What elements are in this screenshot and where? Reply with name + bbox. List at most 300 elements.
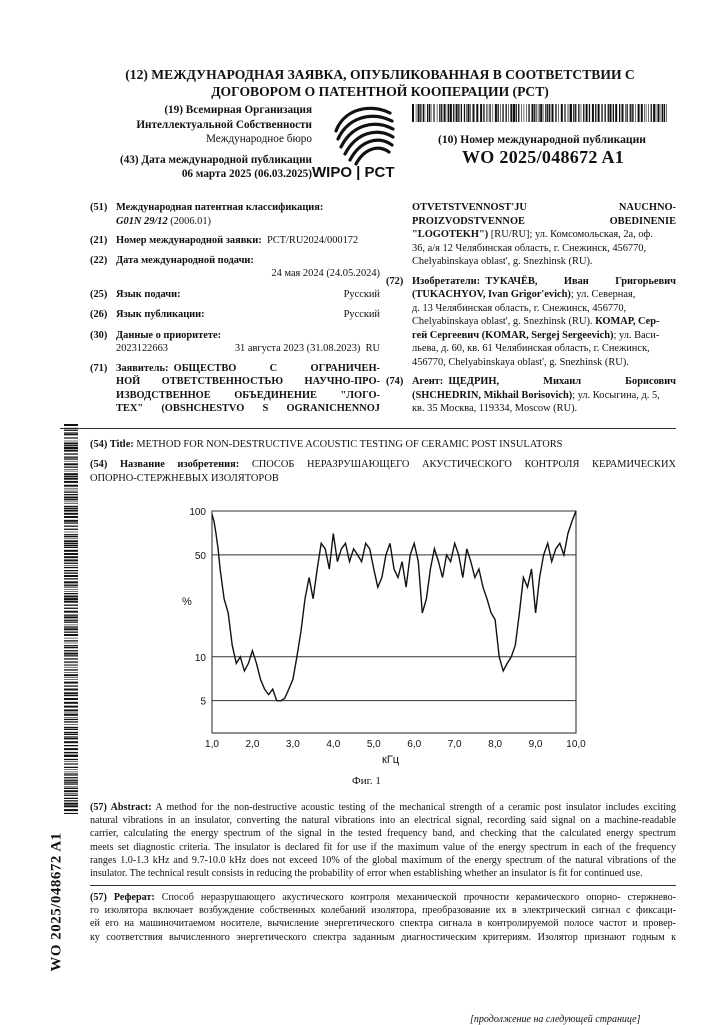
barcode-bar [64, 428, 78, 429]
barcode-bar [64, 645, 78, 646]
barcode-bar [466, 104, 467, 122]
barcode-bar [508, 104, 509, 122]
title-russian-line-1: (54) Название изобретения: СПОСОБ НЕРАЗРУШАЮЩЕГО АКУСТИЧЕСКОГО КОНТРОЛЯ КЕРАМИЧЕСКИХ [90, 459, 676, 470]
field-21-number: (21) [90, 235, 108, 246]
applicant-address-line-1: [RU/RU]; ул. Комсомольская, 2а, оф. [488, 229, 653, 240]
org-line-2: Интеллектуальной Собственности [136, 118, 312, 131]
barcode-bar [64, 737, 78, 739]
barcode-bar [441, 104, 442, 122]
barcode-bar [64, 532, 78, 533]
applicant-line-3: ИЗВОДСТВЕННОЕ ОБЪЕДИНЕНИЕ "ЛОГО- [116, 389, 380, 401]
barcode-bar [64, 453, 78, 454]
barcode-bar [64, 488, 78, 489]
barcode-bar [561, 104, 563, 122]
barcode-bar [581, 104, 582, 122]
barcode-bar [64, 759, 78, 760]
barcode-bar [651, 104, 652, 122]
field-74-label: Агент: [412, 376, 444, 387]
barcode-bar [64, 754, 78, 755]
barcode-bar [488, 104, 489, 122]
applicant-line-2: НОЙ ОТВЕТСТВЕННОСТЬЮ НАУЧНО-ПРО- [116, 376, 380, 387]
gridlines [212, 511, 576, 701]
barcode-bar [521, 104, 522, 122]
barcode-bar [595, 104, 596, 122]
barcode-bar [500, 104, 501, 122]
field-30-number: (30) [90, 329, 108, 341]
barcode-bar [644, 104, 645, 122]
barcode-bar [64, 777, 78, 778]
field-25-number: (25) [90, 288, 108, 300]
barcode-bar [516, 104, 517, 122]
publication-date-label: (43) Дата международной публикации [119, 153, 312, 166]
barcode-bar [569, 104, 570, 122]
barcode-bar [498, 104, 499, 122]
inventor-1-latin: (TUKACHYOV, Ivan Grigor'evich) [412, 289, 571, 300]
barcode-bar [64, 665, 78, 666]
field-51-label: Международная патентная классификация: [116, 202, 324, 213]
abstract-divider [90, 885, 676, 886]
barcode-bar [64, 664, 78, 665]
barcode-bar [64, 485, 78, 487]
barcode-bar [450, 104, 452, 122]
barcode-bar [64, 702, 78, 704]
publication-date-value: 06 марта 2025 (06.03.2025) [181, 168, 312, 180]
barcode-bar [64, 458, 78, 459]
barcode-bar [64, 476, 78, 477]
organization-block [60, 103, 312, 182]
bibliographic-right-column [386, 201, 676, 416]
figure-caption: Фиг. 1 [352, 775, 381, 787]
barcode-bar [558, 104, 559, 122]
barcode-bar [549, 104, 550, 122]
barcode-bar [64, 769, 78, 770]
barcode-bar [416, 104, 417, 122]
filing-date: 24 мая 2024 (24.05.2024) [271, 268, 380, 279]
barcode-bar [64, 752, 78, 753]
barcode-bar [64, 772, 78, 773]
barcode-bar [622, 104, 624, 122]
applicant-line-1: ОБЩЕСТВО С ОГРАНИЧЕН- [173, 362, 380, 374]
barcode-bar [461, 104, 462, 122]
barcode-bar [536, 104, 537, 122]
barcode-bar [555, 104, 556, 122]
barcode-bar [526, 104, 527, 122]
barcode-bar [64, 570, 78, 571]
barcode-bar [64, 667, 78, 668]
barcode-bar [64, 803, 78, 805]
wipo-globe-logo [308, 97, 418, 181]
barcode-bar [64, 647, 78, 648]
filing-language: Русский [343, 288, 380, 300]
barcode-bar [635, 104, 636, 122]
barcode-bar [64, 596, 78, 598]
publication-number: WO 2025/048672 A1 [462, 147, 625, 167]
barcode-bar [641, 104, 643, 122]
energy-spectrum-chart [180, 505, 590, 767]
barcode-bar [64, 481, 78, 483]
applicant-address-line-3: Chelyabinskaya oblast', g. Snezhinsk (RU). [412, 256, 593, 267]
applicant-short-name: "LOGOTEKH") [412, 229, 489, 240]
barcode-bar [64, 658, 78, 659]
barcode-bar [64, 800, 78, 801]
inventor-2-address-1: ; ул. Васи- [613, 329, 660, 341]
inventor-2-address-3: 456770, Chelyabinskaya oblast', g. Snezhinsk (RU). [412, 356, 629, 368]
barcode-bar [495, 104, 497, 122]
barcode-bar [64, 450, 78, 452]
x-axis-label: кГц [382, 754, 400, 766]
barcode-bar [633, 104, 634, 122]
field-72-label: Изобретатели: [412, 275, 481, 287]
barcode-bar [64, 745, 78, 746]
barcode-bar [64, 643, 78, 644]
barcode-bar [502, 104, 503, 122]
barcode-bar [64, 503, 78, 504]
org-line-1: (19) Всемирная Организация [164, 104, 312, 116]
barcode-bar [64, 775, 78, 776]
barcode-bar [586, 104, 588, 122]
barcode-bar [592, 104, 594, 122]
barcode-bar [64, 506, 78, 507]
barcode-bar [64, 788, 78, 789]
barcode-bar [656, 104, 657, 122]
abstract-russian: (57) Реферат: Способ неразрушающего акустического контроля механической прочности керамического опорно- стержнево- го изолятора включает возбуждение собственных колебаний изолятора, преобразование их в электрический сигнал с фиксаци- ей его на машиночитаемом носителе, вычисление энергетического спектра сигнала в контролируемой полосе частот и провер- ку соответствия вычисленного энергетического спектра заданным диагностическим критериям. Изолятор признают годным к [90, 892, 676, 943]
x-tick-label: 2,0 [245, 739, 260, 750]
barcode-bar [64, 575, 78, 577]
barcode-bar [608, 104, 609, 122]
barcode-bar [64, 780, 78, 781]
barcode-bar [64, 478, 78, 480]
barcode-bar [552, 104, 554, 122]
barcode-bar [64, 628, 78, 630]
barcode-bar [601, 104, 602, 122]
agent-address-1: ; ул. Косыгина, д. 5, [572, 389, 660, 401]
barcode-bar [64, 543, 78, 544]
barcode-bar [412, 104, 414, 122]
barcode-bar [64, 764, 78, 765]
barcode-bar [434, 104, 435, 122]
barcode-bar [64, 563, 78, 564]
barcode-bar [64, 611, 78, 613]
barcode-bar [64, 430, 78, 431]
barcode-bar [565, 104, 566, 122]
barcode-bar [486, 104, 487, 122]
y-tick-labels [189, 507, 206, 708]
y-tick-label: 5 [200, 696, 206, 708]
publication-number-label: (10) Номер международной публикации [438, 133, 646, 146]
inventor-1-address-2: д. 13 Челябинская область, г. Снежинск, 456770, [412, 302, 627, 314]
barcode-bar [64, 605, 78, 606]
barcode-bar [64, 424, 78, 426]
field-22-label: Дата международной подачи: [116, 254, 254, 266]
y-tick-label: 10 [194, 652, 206, 664]
barcode-bar [476, 104, 478, 122]
barcode-bar [64, 625, 78, 626]
field-71-label: Заявитель: [116, 362, 169, 374]
barcode-bar [493, 104, 494, 122]
field-72-number: (72) [386, 275, 404, 287]
barcode-bar [64, 674, 78, 676]
agent-address-2: кв. 35 Москва, 119334, Moscow (RU). [412, 403, 578, 414]
bibliographic-left-column [90, 201, 380, 416]
barcode-bar [64, 782, 78, 783]
barcode-bar [64, 441, 78, 442]
barcode-bar [64, 433, 78, 435]
barcode-bar [664, 104, 665, 122]
barcode-bar [64, 741, 78, 743]
barcode-bar [638, 104, 640, 122]
barcode-bar [64, 601, 78, 603]
barcode-bar [64, 689, 78, 691]
barcode-bar [666, 104, 667, 122]
barcode-bar [456, 104, 458, 122]
abstract-english: (57) Abstract: A method for the non-destructive acoustic testing of the mechanical strength of a ceramic post insulator includes exciting natural vibrations in an insulator, converting the natural vibrations into an electrical signal, recording said signal on a machine-readable carrier, calculating the energy spectrum of the signal in the tested frequency band, and checking that the calculated energy spectrum meets set diagnostic criteria. The insulator is declared fit for use if the maximum value of the energy spectrum in each of the frequency ranges 1.0-1.3 kHz and 9.7-10.0 kHz does not exceed 10% of the global maximum of the energy spectrum of the natural vibrations of the insulator. The technical result consists in reducing the probability of error when establishing whether an insulator is fit for continued use. [90, 802, 676, 880]
barcode-bar [64, 813, 78, 814]
applicant-cont-line-1: OTVETSTVENNOST'JU NAUCHNO- [412, 202, 676, 213]
barcode-bar [64, 632, 78, 633]
series-line-spectrum [212, 511, 576, 701]
application-number: PCT/RU2024/000172 [266, 235, 359, 246]
barcode-bar [627, 104, 628, 122]
barcode-bar [64, 473, 78, 475]
barcode-bar [543, 104, 544, 122]
inventor-2-address-2: льева, д. 60, кв. 61 Челябинская область, г. Снежинск, [412, 343, 650, 354]
barcode-bar [458, 104, 459, 122]
barcode-bar [483, 104, 484, 122]
barcode-bar [64, 578, 78, 579]
barcode-bar [540, 104, 542, 122]
barcode-bar [64, 545, 78, 546]
barcode-bar [64, 587, 78, 588]
x-tick-label: 10,0 [566, 739, 586, 750]
x-tick-labels [205, 739, 586, 750]
barcode-bar [64, 492, 78, 493]
inventor-1-address-1: ; ул. Северная, [570, 289, 636, 300]
barcode-bar [570, 104, 572, 122]
barcode-bar [64, 650, 78, 651]
barcode-bar [583, 104, 584, 122]
x-tick-label: 4,0 [326, 739, 341, 750]
barcode-bar [64, 457, 78, 458]
barcode-bar [64, 761, 78, 762]
inventor-1-name: ТУКАЧЁВ, Иван Григорьевич [485, 275, 676, 287]
barcode-bar [429, 104, 430, 122]
barcode-bar [64, 685, 78, 686]
barcode-bar [545, 104, 546, 122]
barcode-bar [64, 798, 78, 799]
barcode-bar [64, 445, 78, 446]
barcode-bar [64, 494, 78, 495]
barcode-bar [64, 634, 78, 636]
barcode-bar [64, 721, 78, 722]
field-71-number: (71) [90, 362, 108, 374]
barcode-bar [64, 567, 78, 568]
side-publication-number: WO 2025/048672 A1 [48, 832, 65, 972]
applicant-cont-line-2: PROIZVODSTVENNOE OBEDINENIE [412, 215, 676, 227]
barcode-bar [64, 585, 78, 586]
field-26-number: (26) [90, 309, 108, 320]
barcode-bar [568, 104, 569, 122]
barcode-bar [64, 510, 78, 512]
barcode-bar [64, 553, 78, 555]
barcode-bar [64, 432, 78, 433]
barcode-bar [64, 677, 78, 678]
barcode-bar [480, 104, 482, 122]
document-type-heading: (12) МЕЖДУНАРОДНАЯ ЗАЯВКА, ОПУБЛИКОВАННАЯ В СООТВЕТСТВИИ С ДОГОВОРОМ О ПАТЕНТНОЙ КООПЕРАЦИИ (PCT) [125, 67, 635, 99]
barcode-bar [64, 793, 78, 794]
barcode-bar [64, 616, 78, 618]
barcode-bar [538, 104, 539, 122]
barcode-bar [573, 104, 574, 122]
barcode-bar [64, 622, 78, 623]
barcode-bar [64, 536, 78, 537]
x-tick-label: 5,0 [366, 739, 381, 750]
ipc-year: (2006.01) [170, 215, 211, 227]
barcode-bar [473, 104, 475, 122]
barcode-bar [64, 499, 78, 500]
barcode-bar [64, 692, 78, 694]
field-22-number: (22) [90, 254, 108, 266]
barcode-bar [64, 550, 78, 552]
y-axis-label: % [182, 596, 192, 608]
barcode-bar [64, 437, 78, 438]
x-tick-label: 1,0 [205, 739, 219, 750]
barcode-bar [64, 591, 78, 592]
field-21-label: Номер международной заявки: [116, 235, 262, 246]
barcode-bar [539, 104, 540, 122]
barcode-bar [64, 709, 78, 711]
barcode-bar [64, 679, 78, 680]
barcode-bar [439, 104, 440, 122]
publication-language: Русский [343, 309, 380, 320]
continuation-note: [продолжение на следующей странице] [470, 1014, 641, 1025]
logo-text: WIPO | PCT [312, 164, 395, 181]
barcode-bar [64, 565, 78, 566]
x-tick-label: 7,0 [447, 739, 462, 750]
priority-date: 31 августа 2023 (31.08.2023) [234, 343, 361, 354]
title-english: (54) Title: METHOD FOR NON-DESTRUCTIVE ACOUSTIC TESTING OF CERAMIC POST INSULATORS [90, 439, 563, 450]
barcode-bar [625, 104, 626, 122]
barcode-bar [547, 104, 548, 122]
barcode-bar [653, 104, 655, 122]
barcode-bar [64, 661, 78, 662]
x-tick-label: 6,0 [407, 739, 422, 750]
barcode-bar [64, 655, 78, 656]
barcode-bar [646, 104, 647, 122]
barcode-bar [64, 467, 78, 468]
barcode-bar [64, 773, 78, 774]
barcode-bar [64, 615, 78, 616]
barcode-bar [64, 471, 78, 472]
title-russian-line-2: ОПОРНО-СТЕРЖНЕВЫХ ИЗОЛЯТОРОВ [90, 473, 279, 484]
barcode-bar [64, 502, 78, 503]
top-barcode [412, 104, 667, 122]
barcode-bar [437, 104, 438, 122]
barcode-bar [64, 547, 78, 548]
barcode-bar [489, 104, 490, 122]
barcode-bar [64, 573, 78, 574]
barcode-bar [64, 438, 78, 439]
barcode-bar [64, 626, 78, 627]
barcode-bar [64, 598, 78, 600]
barcode-bar [64, 706, 78, 708]
barcode-bar [64, 805, 78, 807]
barcode-bar [64, 589, 78, 590]
barcode-bar [64, 729, 78, 730]
field-30-label: Данные о приоритете: [116, 329, 222, 341]
barcode-bar [64, 469, 78, 470]
barcode-bar [64, 783, 78, 784]
barcode-bar [64, 748, 78, 750]
x-tick-label: 9,0 [528, 739, 543, 750]
barcode-bar [64, 734, 78, 735]
barcode-bar [662, 104, 663, 122]
barcode-bar [444, 104, 446, 122]
field-25-label: Язык подачи: [116, 288, 181, 300]
priority-number: 2023122663 [116, 343, 168, 354]
barcode-bar [64, 732, 78, 733]
barcode-bar [433, 104, 434, 122]
barcode-bar [632, 104, 633, 122]
barcode-bar [64, 556, 78, 558]
barcode-bar [64, 763, 78, 764]
barcode-bar [64, 526, 78, 527]
barcode-bar [528, 104, 529, 122]
barcode-bar [64, 497, 78, 499]
barcode-bar [64, 809, 78, 811]
applicant-address-line-2: 36, а/я 12 Челябинская область, г. Снежинск, 456770, [412, 242, 647, 254]
barcode-bar [453, 104, 454, 122]
agent-latin: (SHCHEDRIN, Mikhail Borisovich) [412, 389, 573, 401]
barcode-bar [64, 755, 78, 757]
barcode-bar [470, 104, 471, 122]
barcode-bar [64, 520, 78, 522]
barcode-bar [658, 104, 660, 122]
barcode-bar [64, 767, 78, 768]
barcode-bar [64, 529, 78, 530]
barcode-bar [524, 104, 525, 122]
barcode-bar [64, 640, 78, 641]
barcode-bar [64, 736, 78, 737]
agent-name: ЩЕДРИН, Михаил Борисович [448, 376, 676, 387]
barcode-bar [605, 104, 606, 122]
barcode-bar [598, 104, 600, 122]
barcode-bar [532, 104, 534, 122]
barcode-bar [64, 516, 78, 518]
side-barcode [64, 424, 78, 814]
barcode-bar [64, 508, 78, 509]
barcode-bar [64, 638, 78, 639]
barcode-bar [64, 608, 78, 609]
inventor-2-name: гей Сергеевич (KOMAR, Sergej Sergeevich) [412, 329, 614, 341]
barcode-bar [64, 559, 78, 561]
barcode-bar [64, 714, 78, 716]
barcode-bar [64, 669, 78, 670]
y-tick-label: 50 [194, 550, 206, 562]
barcode-bar [648, 104, 649, 122]
barcode-bar [468, 104, 470, 122]
barcode-bar [427, 104, 428, 122]
barcode-bar [64, 713, 78, 714]
applicant-line-4: ТЕХ" (OBSHCHESTVO S OGRANICHENNOJ [116, 403, 380, 414]
barcode-bar [630, 104, 631, 122]
barcode-bar [506, 104, 507, 122]
barcode-bar [64, 653, 78, 655]
barcode-bar [578, 104, 579, 122]
barcode-bar [448, 104, 449, 122]
barcode-bar [64, 513, 78, 515]
barcode-bar [425, 104, 426, 122]
barcode-bar [64, 787, 78, 788]
